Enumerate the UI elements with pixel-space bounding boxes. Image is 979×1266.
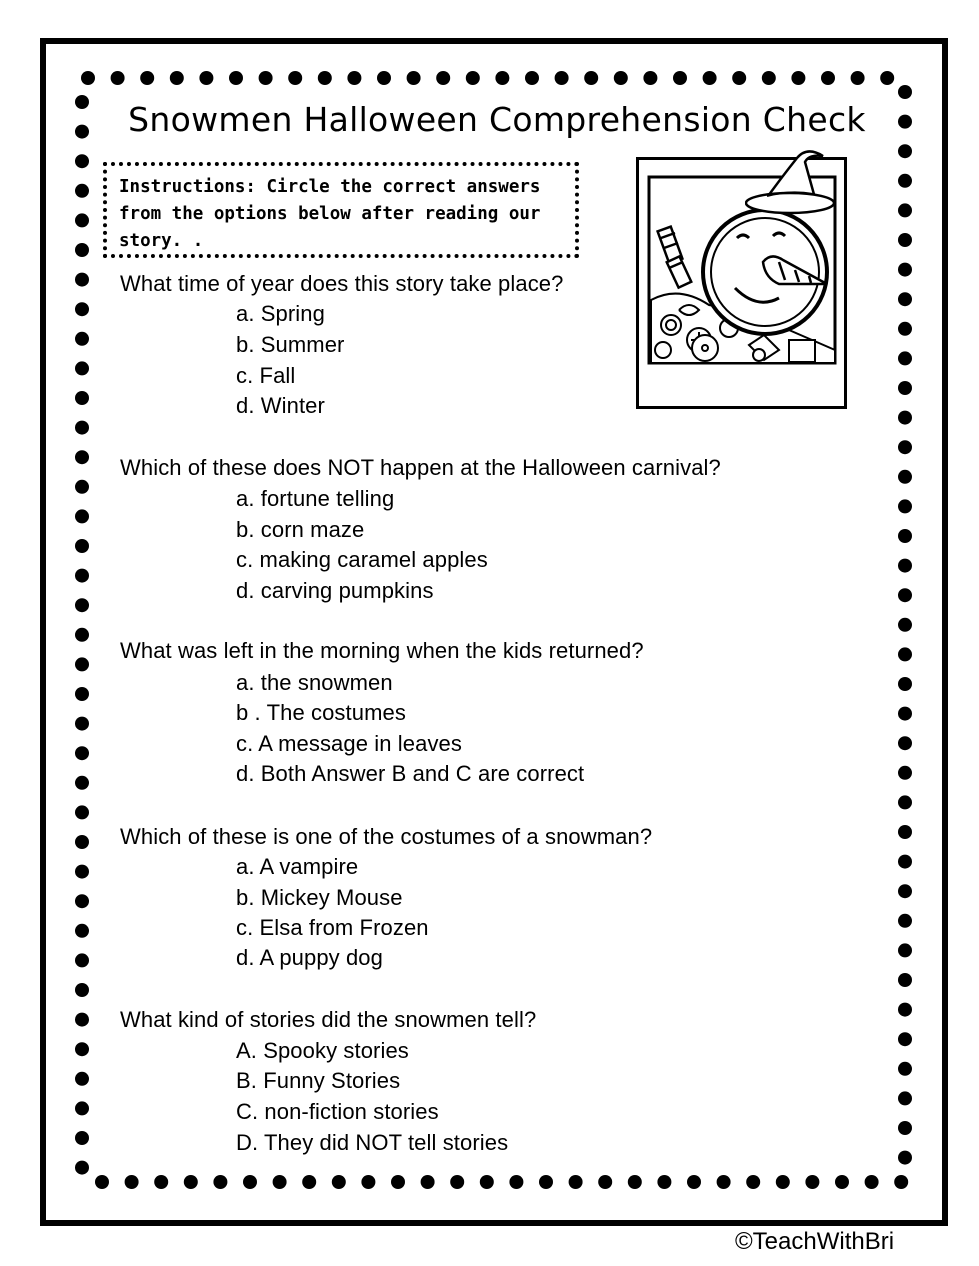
border-dot [421,1175,435,1189]
border-dot [898,115,912,129]
border-dot [898,973,912,987]
border-dot [75,539,89,553]
border-dot [75,361,89,375]
border-dot [75,273,89,287]
border-dot [865,1175,879,1189]
border-dot [75,1161,89,1175]
q1-option-c[interactable]: c. Fall [236,363,296,388]
border-dot [703,71,717,85]
border-dot [509,1175,523,1189]
border-dot [377,71,391,85]
border-dot [75,628,89,642]
border-dot [75,894,89,908]
copyright-notice: ©TeachWithBri [735,1228,895,1255]
border-dot [75,421,89,435]
q5-option-c[interactable]: C. non-fiction stories [236,1099,439,1124]
border-dot [898,795,912,809]
border-dot [898,618,912,632]
border-dot [75,1101,89,1115]
q5-option-d[interactable]: D. They did NOT tell stories [236,1130,509,1155]
border-dot [898,766,912,780]
border-dot [898,85,912,99]
border-dot [732,71,746,85]
border-dot [81,71,95,85]
border-dot [273,1175,287,1189]
border-dot [898,647,912,661]
border-dot [302,1175,316,1189]
q2-option-a[interactable]: a. fortune telling [236,486,395,511]
border-dot [75,480,89,494]
border-dot [898,1062,912,1076]
border-dot [880,71,894,85]
border-dot [75,805,89,819]
border-dot [466,71,480,85]
border-dot [898,322,912,336]
border-dot [657,1175,671,1189]
border-dot [643,71,657,85]
q1-option-a[interactable]: a. Spring [236,301,325,326]
border-dot [898,736,912,750]
border-dot [898,1032,912,1046]
border-dot [898,470,912,484]
border-dot [821,71,835,85]
border-dot [898,855,912,869]
border-dot [75,1013,89,1027]
border-dot [762,71,776,85]
border-dot [687,1175,701,1189]
border-dot [75,509,89,523]
border-dot [75,717,89,731]
border-dot [347,71,361,85]
border-dot [898,292,912,306]
border-dot [229,71,243,85]
border-dot [673,71,687,85]
border-dot [898,351,912,365]
border-dot [480,1175,494,1189]
border-dot [288,71,302,85]
border-dot [898,884,912,898]
q5-option-b[interactable]: B. Funny Stories [236,1068,401,1093]
border-dot [170,71,184,85]
q2-option-d[interactable]: d. carving pumpkins [236,578,434,603]
border-dot [805,1175,819,1189]
border-dot [898,381,912,395]
border-dot [598,1175,612,1189]
border-dot [898,943,912,957]
border-dot [75,687,89,701]
border-dot [75,657,89,671]
border-dot [199,71,213,85]
border-dot [75,983,89,997]
witch-hat-icon [745,148,835,218]
border-dot [154,1175,168,1189]
border-dot [898,411,912,425]
border-dot [898,1003,912,1017]
border-dot [75,865,89,879]
border-dot [898,825,912,839]
border-dot [898,1151,912,1165]
border-dot [75,1042,89,1056]
border-dot [717,1175,731,1189]
border-dot [898,233,912,247]
border-dot [75,835,89,849]
border-dot [584,71,598,85]
q3-option-c[interactable]: c. A message in leaves [236,731,462,756]
border-dot [125,1175,139,1189]
border-dot [75,154,89,168]
border-dot [898,499,912,513]
border-dot [75,184,89,198]
border-dot [776,1175,790,1189]
border-dot [555,71,569,85]
border-dot [898,559,912,573]
border-dot [75,598,89,612]
q5-option-a[interactable]: A. Spooky stories [236,1038,409,1063]
q1-option-b[interactable]: b. Summer [236,332,345,357]
q4-option-a[interactable]: a. A vampire [236,854,359,879]
border-dot [140,71,154,85]
border-dot [111,71,125,85]
question-4: Which of these is one of the costumes of a snowman? [120,824,653,849]
border-dot [628,1175,642,1189]
border-dot [898,144,912,158]
border-dot [569,1175,583,1189]
border-dot [835,1175,849,1189]
border-dot [75,569,89,583]
q2-option-b[interactable]: b. corn maze [236,517,365,542]
border-dot [75,302,89,316]
border-dot [75,450,89,464]
border-dot [898,174,912,188]
border-dot [75,332,89,346]
border-dot [75,776,89,790]
border-dot [407,71,421,85]
question-2: Which of these does NOT happen at the Halloween carnival? [120,455,721,480]
border-dot [898,707,912,721]
border-dot [75,1131,89,1145]
border-dot [243,1175,257,1189]
border-dot [75,1072,89,1086]
q4-option-c[interactable]: c. Elsa from Frozen [236,915,429,940]
border-dot [898,914,912,928]
q4-option-d[interactable]: d. A puppy dog [236,945,383,970]
border-dot [894,1175,908,1189]
border-dot [75,391,89,405]
border-dot [898,203,912,217]
border-dot [318,71,332,85]
question-1: What time of year does this story take place? [120,271,564,296]
border-dot [213,1175,227,1189]
question-5: What kind of stories did the snowmen tell? [120,1007,537,1032]
border-dot [898,440,912,454]
q3-option-b[interactable]: b . The costumes [236,700,406,725]
border-dot [75,95,89,109]
border-dot [614,71,628,85]
q3-option-a[interactable]: a. the snowmen [236,670,393,695]
border-dot [525,71,539,85]
border-dot [898,1091,912,1105]
border-dot [898,1121,912,1135]
border-dot [898,263,912,277]
border-dot [436,71,450,85]
q3-option-d[interactable]: d. Both Answer B and C are correct [236,761,585,786]
border-dot [539,1175,553,1189]
border-dot [851,71,865,85]
q2-option-c[interactable]: c. making caramel apples [236,547,488,572]
border-dot [495,71,509,85]
question-3: What was left in the morning when the kids returned? [120,638,644,663]
border-dot [450,1175,464,1189]
border-dot [746,1175,760,1189]
border-dot [898,529,912,543]
border-dot [75,953,89,967]
border-dot [898,677,912,691]
q1-option-d[interactable]: d. Winter [236,393,325,418]
border-dot [391,1175,405,1189]
instructions-box: Instructions: Circle the correct answers from the options below after reading our story. . [103,162,579,258]
border-dot [75,213,89,227]
border-dot [259,71,273,85]
border-dot [75,243,89,257]
border-dot [184,1175,198,1189]
border-dot [95,1175,109,1189]
border-dot [332,1175,346,1189]
border-dot [898,588,912,602]
border-dot [361,1175,375,1189]
border-dot [75,746,89,760]
border-dot [75,125,89,139]
q4-option-b[interactable]: b. Mickey Mouse [236,885,403,910]
page-title: Snowmen Halloween Comprehension Check [128,100,866,139]
border-dot [75,924,89,938]
border-dot [791,71,805,85]
